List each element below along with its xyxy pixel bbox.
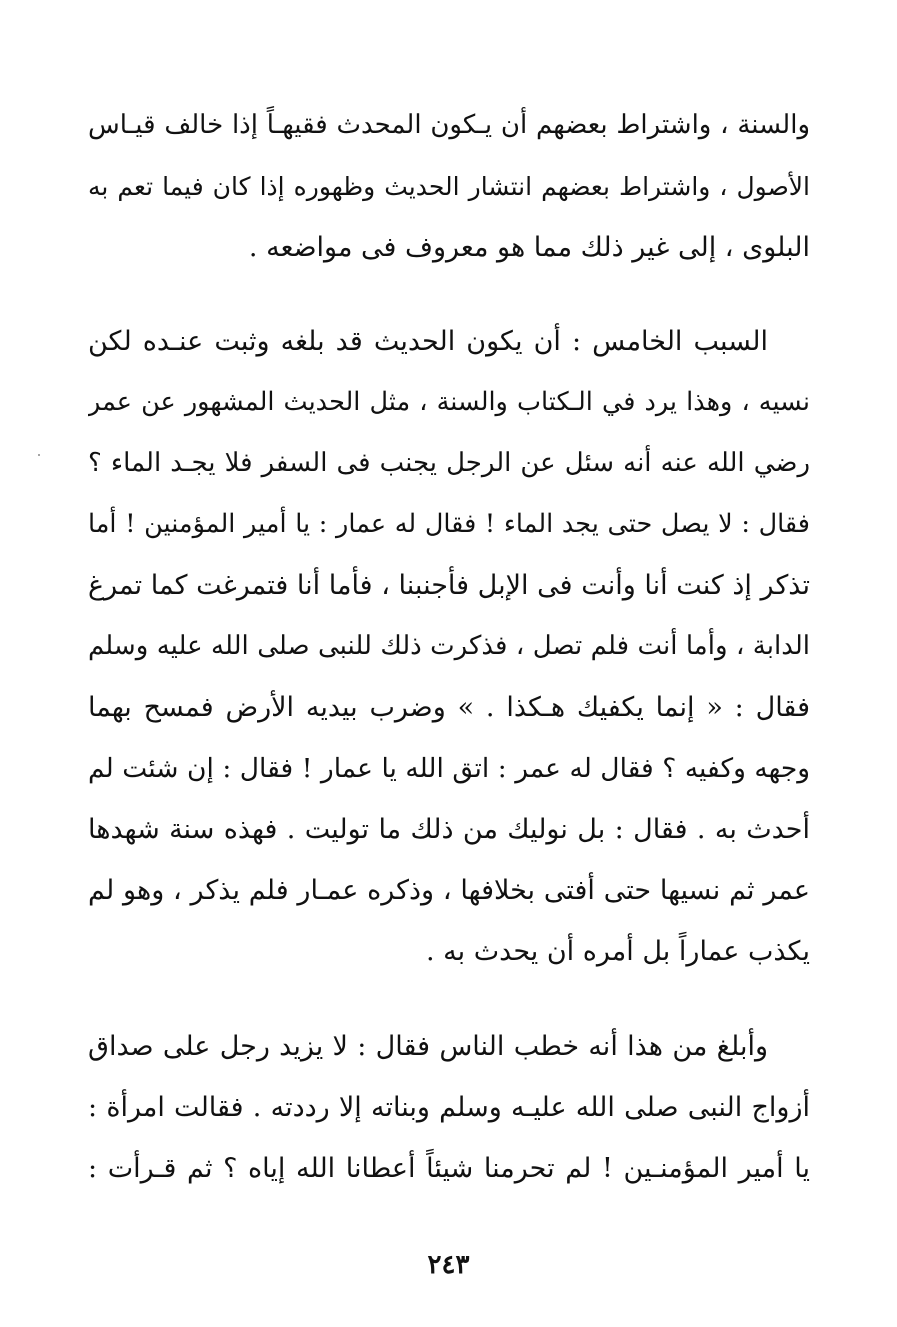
scan-speck	[38, 454, 40, 456]
text-line: أحدث به . فقال : بل نوليك من ذلك ما توليت . فهذه سنة شهدها	[88, 814, 810, 845]
text-line: رضي الله عنه أنه سئل عن الرجل يجنب فى السفر فلا يجـد الماء ؟	[88, 448, 810, 478]
text-line: وأبلغ من هذا أنه خطب الناس فقال : لا يزيد رجل على صداق	[88, 1031, 768, 1062]
page-number: ٢٤٣	[427, 1250, 470, 1280]
text-line: أزواج النبى صلى الله عليـه وسلم وبناته إلا رددته . فقالت امرأة :	[88, 1092, 810, 1123]
text-line: الأصول ، واشتراط بعضهم انتشار الحديث وظهوره إذا كان فيما تعم به	[88, 172, 810, 201]
text-line: فقال : « إنما يكفيك هـكذا . » وضرب بيديه الأرض فمسح بهما	[88, 692, 810, 723]
paragraph-3	[88, 1016, 810, 1199]
text-line: الدابة ، وأما أنت فلم تصل ، فذكرت ذلك للنبى صلى الله عليه وسلم	[88, 631, 810, 661]
text-line: عمر ثم نسيها حتى أفتى بخلافها ، وذكره عمـار فلم يذكر ، وهو لم	[88, 875, 810, 906]
text-line: يكذب عماراً بل أمره أن يحدث به .	[426, 936, 810, 967]
paragraph-1	[88, 95, 810, 278]
text-line: وجهه وكفيه ؟ فقال له عمر : اتق الله يا عمار ! فقال : إن شئت لم	[88, 753, 810, 784]
text-line: فقال : لا يصل حتى يجد الماء ! فقال له عمار : يا أمير المؤمنين ! أما	[88, 509, 810, 539]
paragraph-2	[88, 311, 810, 982]
text-line: والسنة ، واشتراط بعضهم أن يـكون المحدث فقيهـاً إذا خالف قيـاس	[88, 110, 810, 140]
text-line: تذكر إذ كنت أنا وأنت فى الإبل فأجنبنا ، فأما أنا فتمرغت كما تمرغ	[88, 570, 810, 601]
text-line: نسيه ، وهذا يرد في الـكتاب والسنة ، مثل الحديث المشهور عن عمر	[88, 387, 810, 417]
text-line: البلوى ، إلى غير ذلك مما هو معروف فى مواضعه .	[248, 232, 810, 263]
text-line: يا أمير المؤمنـين ! لم تحرمنا شيئاً أعطانا الله إياه ؟ ثم قـرأت :	[88, 1153, 810, 1184]
text-line: السبب الخامس : أن يكون الحديث قد بلغه وثبت عنـده لكن	[88, 326, 768, 357]
